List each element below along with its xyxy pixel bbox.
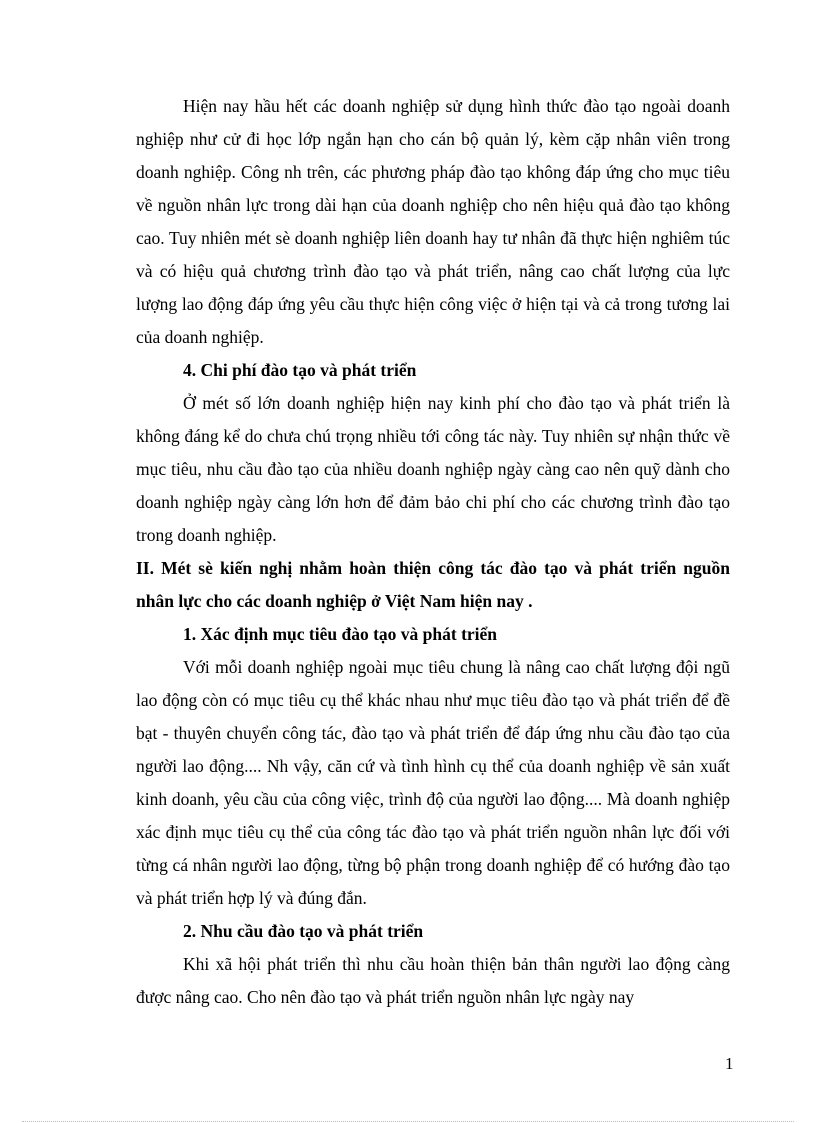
paragraph-training-needs: Khi xã hội phát triển thì nhu cầu hoàn thiện bản thân người lao động càng được nâng cao. Cho nên đào tạo và phát triển nguồn nhân lực ngày nay [136, 954, 730, 1007]
page-body [136, 90, 730, 1014]
heading-training-costs: 4. Chi phí đào tạo và phát triển [183, 360, 417, 380]
paragraph-training-objectives: Với mỗi doanh nghiệp ngoài mục tiêu chung là nâng cao chất lượng đội ngũ lao động còn có mục tiêu cụ thể khác nhau như mục tiêu đào tạo và phát triển để đề bạt - thuyên chuyển công tác, đào tạo và phát triển để đáp ứng nhu cầu đào tạo của người lao động.... Nh vậy, căn cứ và tình hình cụ thể của doanh nghiệp về sản xuất kinh doanh, yêu cầu của công việc, trình độ của người lao động.... Mà doanh nghiệp xác định mục tiêu cụ thể của công tác đào tạo và phát triển nguồn nhân lực đối với từng cá nhân người lao động, từng bộ phận trong doanh nghiệp để có hướng đào tạo và phát triển hợp lý và đúng đắn. [136, 657, 730, 908]
section-heading-recommendations: II. Mét sè kiến nghị nhằm hoàn thiện công tác đào tạo và phát triển nguồn nhân lực cho các doanh nghiệp ở Việt Nam hiện nay . [136, 558, 730, 611]
page-number: 1 [725, 1054, 734, 1073]
page-bottom-divider [22, 1121, 794, 1122]
paragraph-training-costs: Ở mét số lớn doanh nghiệp hiện nay kinh phí cho đào tạo và phát triển là không đáng kể do chưa chú trọng nhiều tới công tác này. Tuy nhiên sự nhận thức về mục tiêu, nhu cầu đào tạo của nhiều doanh nghiệp ngày càng cao nên quỹ dành cho doanh nghiệp ngày càng lớn hơn để đảm bảo chi phí cho các chương trình đào tạo trong doanh nghiệp. [136, 393, 730, 545]
heading-training-objectives: 1. Xác định mục tiêu đào tạo và phát triển [183, 624, 498, 644]
paragraph-training-practice: Hiện nay hầu hết các doanh nghiệp sử dụng hình thức đào tạo ngoài doanh nghiệp như cử đi học lớp ngắn hạn cho cán bộ quản lý, kèm cặp nhân viên trong doanh nghiệp. Công nh trên, các phương pháp đào tạo không đáp ứng cho mục tiêu về nguồn nhân lực trong dài hạn của doanh nghiệp cho nên hiệu quả đào tạo không cao. Tuy nhiên mét sè doanh nghiệp liên doanh hay tư nhân đã thực hiện nghiêm túc và có hiệu quả chương trình đào tạo và phát triển, nâng cao chất lượng của lực lượng lao động đáp ứng yêu cầu thực hiện công việc ở hiện tại và cả trong tương lai của doanh nghiệp. [136, 96, 730, 347]
heading-training-needs: 2. Nhu cầu đào tạo và phát triển [183, 921, 424, 941]
